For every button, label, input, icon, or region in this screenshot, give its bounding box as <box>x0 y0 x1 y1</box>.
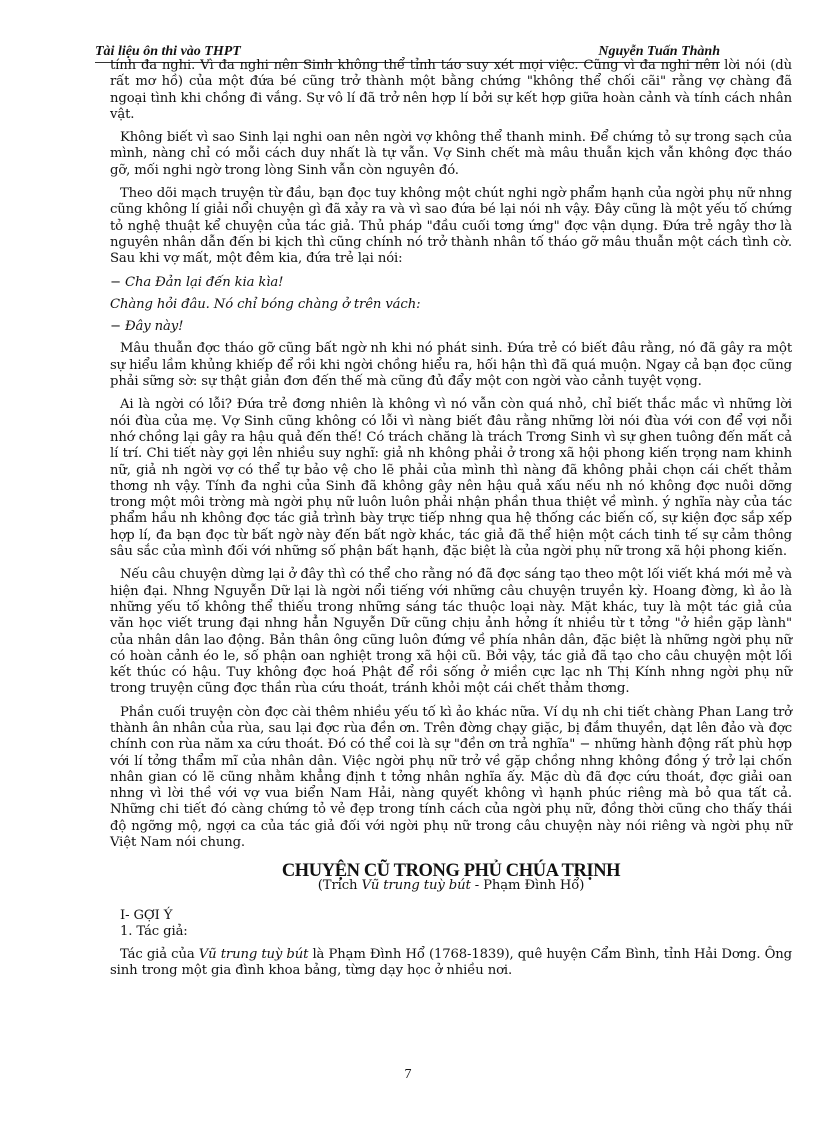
page-number: 7 <box>404 1067 412 1082</box>
subtitle-prefix: (Trích <box>317 877 362 893</box>
paragraph: tính đa nghi. Vì đa nghi nên Sinh không thể tỉnh táo suy xét mọi việc. Cũng vì đa nghi nên lời nói (dù rất mơ hồ) của một đứa bé cũng trở thành một bằng chứng "không thể chối cãi" rằng vợ chàng đã ngoại tình khi chồng đi vắng. Sự vô lí đã trở nên hợp lí bởi sự kết hợp giữa hoàn cảnh và tính cách nhân vật. <box>110 58 792 122</box>
paragraph: Không biết vì sao Sinh lại nghi oan nên ngời vợ không thể thanh minh. Để chứng tỏ sự trong sạch của mình, nàng chỉ có mỗi cách duy nhất là tự vẫn. Vợ Sinh chết mà mâu thuẫn kịch vẫn không đợc tháo gỡ, mối nghi ngờ trong lòng Sinh vẫn còn nguyên đó. <box>110 130 792 178</box>
text-work: Vũ trung tuỳ bút <box>198 946 309 962</box>
subtitle-work: Vũ trung tuỳ bút <box>361 877 471 893</box>
paragraph: Theo dõi mạch truyện từ đầu, bạn đọc tuy không một chút nghi ngờ phẩm hạnh của ngời phụ nữ nhng cũng không lí giải nổi chuyện gì đã xảy ra và vì sao đứa bé lại nói nh vậy. Đây cũng là một yếu tố chứng tỏ nghệ thuật kể chuyện của tác giả. Thủ pháp "đầu cuối tơng ứng" đợc vận dụng. Đứa trẻ ngây thơ là nguyên nhân dẫn đến bi kịch thì cũng chính nó trở thành nhân tố tháo gỡ mâu thuẫn một cách tình cờ. Sau khi vợ mất, một đêm kia, đứa trẻ lại nói: <box>110 186 792 267</box>
section-subtitle <box>110 878 792 894</box>
section-title: CHUYỆN CŨ TRONG PHỦ CHÚA TRỊNH <box>281 861 621 882</box>
subtitle-suffix: - Phạm Đình Hổ) <box>470 877 585 893</box>
document-body <box>110 58 792 979</box>
paragraph <box>110 947 792 980</box>
quote-line: − Đây này! <box>110 319 184 335</box>
section-title-block <box>110 863 792 894</box>
paragraph: Ai là ngời có lỗi? Đứa trẻ đơng nhiên là không vì nó vẫn còn quá nhỏ, chỉ biết thắc mắc vì những lời nói đùa của mẹ. Vợ Sinh cũng không có lỗi vì nàng biết đâu rằng những lời nói đùa với con để vợi nỗi nhớ chồng lại gây ra hậu quả đến thế! Có trách chăng là trách Trơng Sinh vì sự ghen tuông đến mất cả lí trí. Chi tiết này gợi lên nhiều suy nghĩ: giả nh không phải ở trong xã hội phong kiến trọng nam khinh nữ, giả nh ngời vợ có thể tự bảo vệ cho lẽ phải của mình thì nàng đã không phải chọn cái chết thảm thơng nh vậy. Tính đa nghi của Sinh đã không gây nên hậu quả xấu nếu nh nó không đợc nuôi dỡng trong một môi trờng mà ngời phụ nữ luôn luôn phải nhận phần thua thiệt về mình. ý nghĩa này của tác phẩm hầu nh không đợc tác giả trình bày trực tiếp nhng qua hệ thống các biến cố, sự kiện đợc sắp xếp hợp lí, đa bạn đọc từ bất ngờ này đến bất ngờ khác, tác giả đã thể hiện một cách tinh tế sự cảm thông sâu sắc của mình đối với những số phận bất hạnh, đặc biệt là của ngời phụ nữ trong xã hội phong kiến. <box>110 397 792 560</box>
paragraph: Mâu thuẫn đợc tháo gỡ cũng bất ngờ nh khi nó phát sinh. Đứa trẻ có biết đâu rằng, nó đã gây ra một sự hiểu lầm khủng khiếp để rồi khi ngời chồng hiểu ra, hối hận thì đã quá muộn. Ngay cả bạn đọc cũng phải sững sờ: sự thật giản đơn đến thế mà cũng đủ đẩy một con ngời vào cảnh tuyệt vọng. <box>110 341 792 390</box>
section-heading: I- GỢI Ý <box>120 907 173 923</box>
section-content <box>110 908 792 979</box>
quote-line: − Cha Đản lại đến kia kìa! <box>110 274 284 290</box>
header-right-text: Nguyễn Tuấn Thành <box>598 44 720 59</box>
quote-line: Chàng hỏi đâu. Nó chỉ bóng chàng ở trên vách: <box>110 296 421 312</box>
sub-heading: 1. Tác giả: <box>120 924 188 940</box>
paragraph: Phần cuối truyện còn đợc cài thêm nhiều yếu tố kì ảo khác nữa. Ví dụ nh chi tiết chàng Phan Lang trở thành ân nhân của rùa, sau lại đợc rùa đền ơn. Trên đờng chạy giặc, bị đắm thuyền, dạt lên đảo và đợc chính con rùa năm xa cứu thoát. Đó có thể coi là sự "đền ơn trả nghĩa" − những hành động rất phù hợp với lí tởng thẩm mĩ của nhân dân. Việc ngời phụ nữ trở về gặp chồng nhng không đồng ý trở lại chốn nhân gian có lẽ cũng nhằm khẳng định t tởng nhân nghĩa ấy. Mặc dù đã đợc cứu thoát, đợc giải oan nhng vì lời thề với vợ vua biển Nam Hải, nàng quyết không vì hạnh phúc riêng mà bỏ qua tất cả. Những chi tiết đó càng chứng tỏ vẻ đẹp trong tính cách của ngời phụ nữ, đồng thời cũng cho thấy thái độ ngỡng mộ, ngợi ca của tác giả đối với ngời phụ nữ trong câu chuyện này nói riêng và ngời phụ nữ Việt Nam nói chung. <box>110 704 792 851</box>
paragraph: Nếu câu chuyện dừng lại ở đây thì có thể cho rằng nó đã đợc sáng tạo theo một lối viết khá mới mẻ và hiện đại. Nhng Nguyễn Dữ lại là ngời nổi tiếng với những câu chuyện truyền kỳ. Hoang đờng, kì ảo là những yếu tố không thể thiếu trong những sáng tác thuộc loại này. Mặt khác, tuy là một tác giả của văn học viết trung đại nhng hẳn Nguyễn Dữ cũng chịu ảnh hởng ít nhiều từ t tởng "ở hiền gặp lành" của nhân dân lao động. Bản thân ông cũng luôn đứng về phía nhân dân, đặc biệt là những ngời phụ nữ có hoàn cảnh éo le, số phận oan nghiệt trong xã hội cũ. Bởi vậy, tác giả đã tạo cho câu chuyện một lối kết thúc có hậu. Tuy không đợc hoá Phật để rồi sống ở miền cực lạc nh Thị Kính nhng ngời phụ nữ trong truyện cũng đợc thần rùa cứu thoát, tránh khỏi một cái chết thảm thơng. <box>110 567 792 697</box>
text-prefix: Tác giả của <box>120 946 199 962</box>
header-left-text: Tài liệu ôn thi vào THPT <box>95 44 241 59</box>
text-suffix: là Phạm Đình Hổ (1768-1839), quê huyện Cẩm Bình, tỉnh Hải Dơng. Ông sinh trong một gia đình khoa bảng, từng dạy học ở nhiều nơi. <box>110 946 793 978</box>
